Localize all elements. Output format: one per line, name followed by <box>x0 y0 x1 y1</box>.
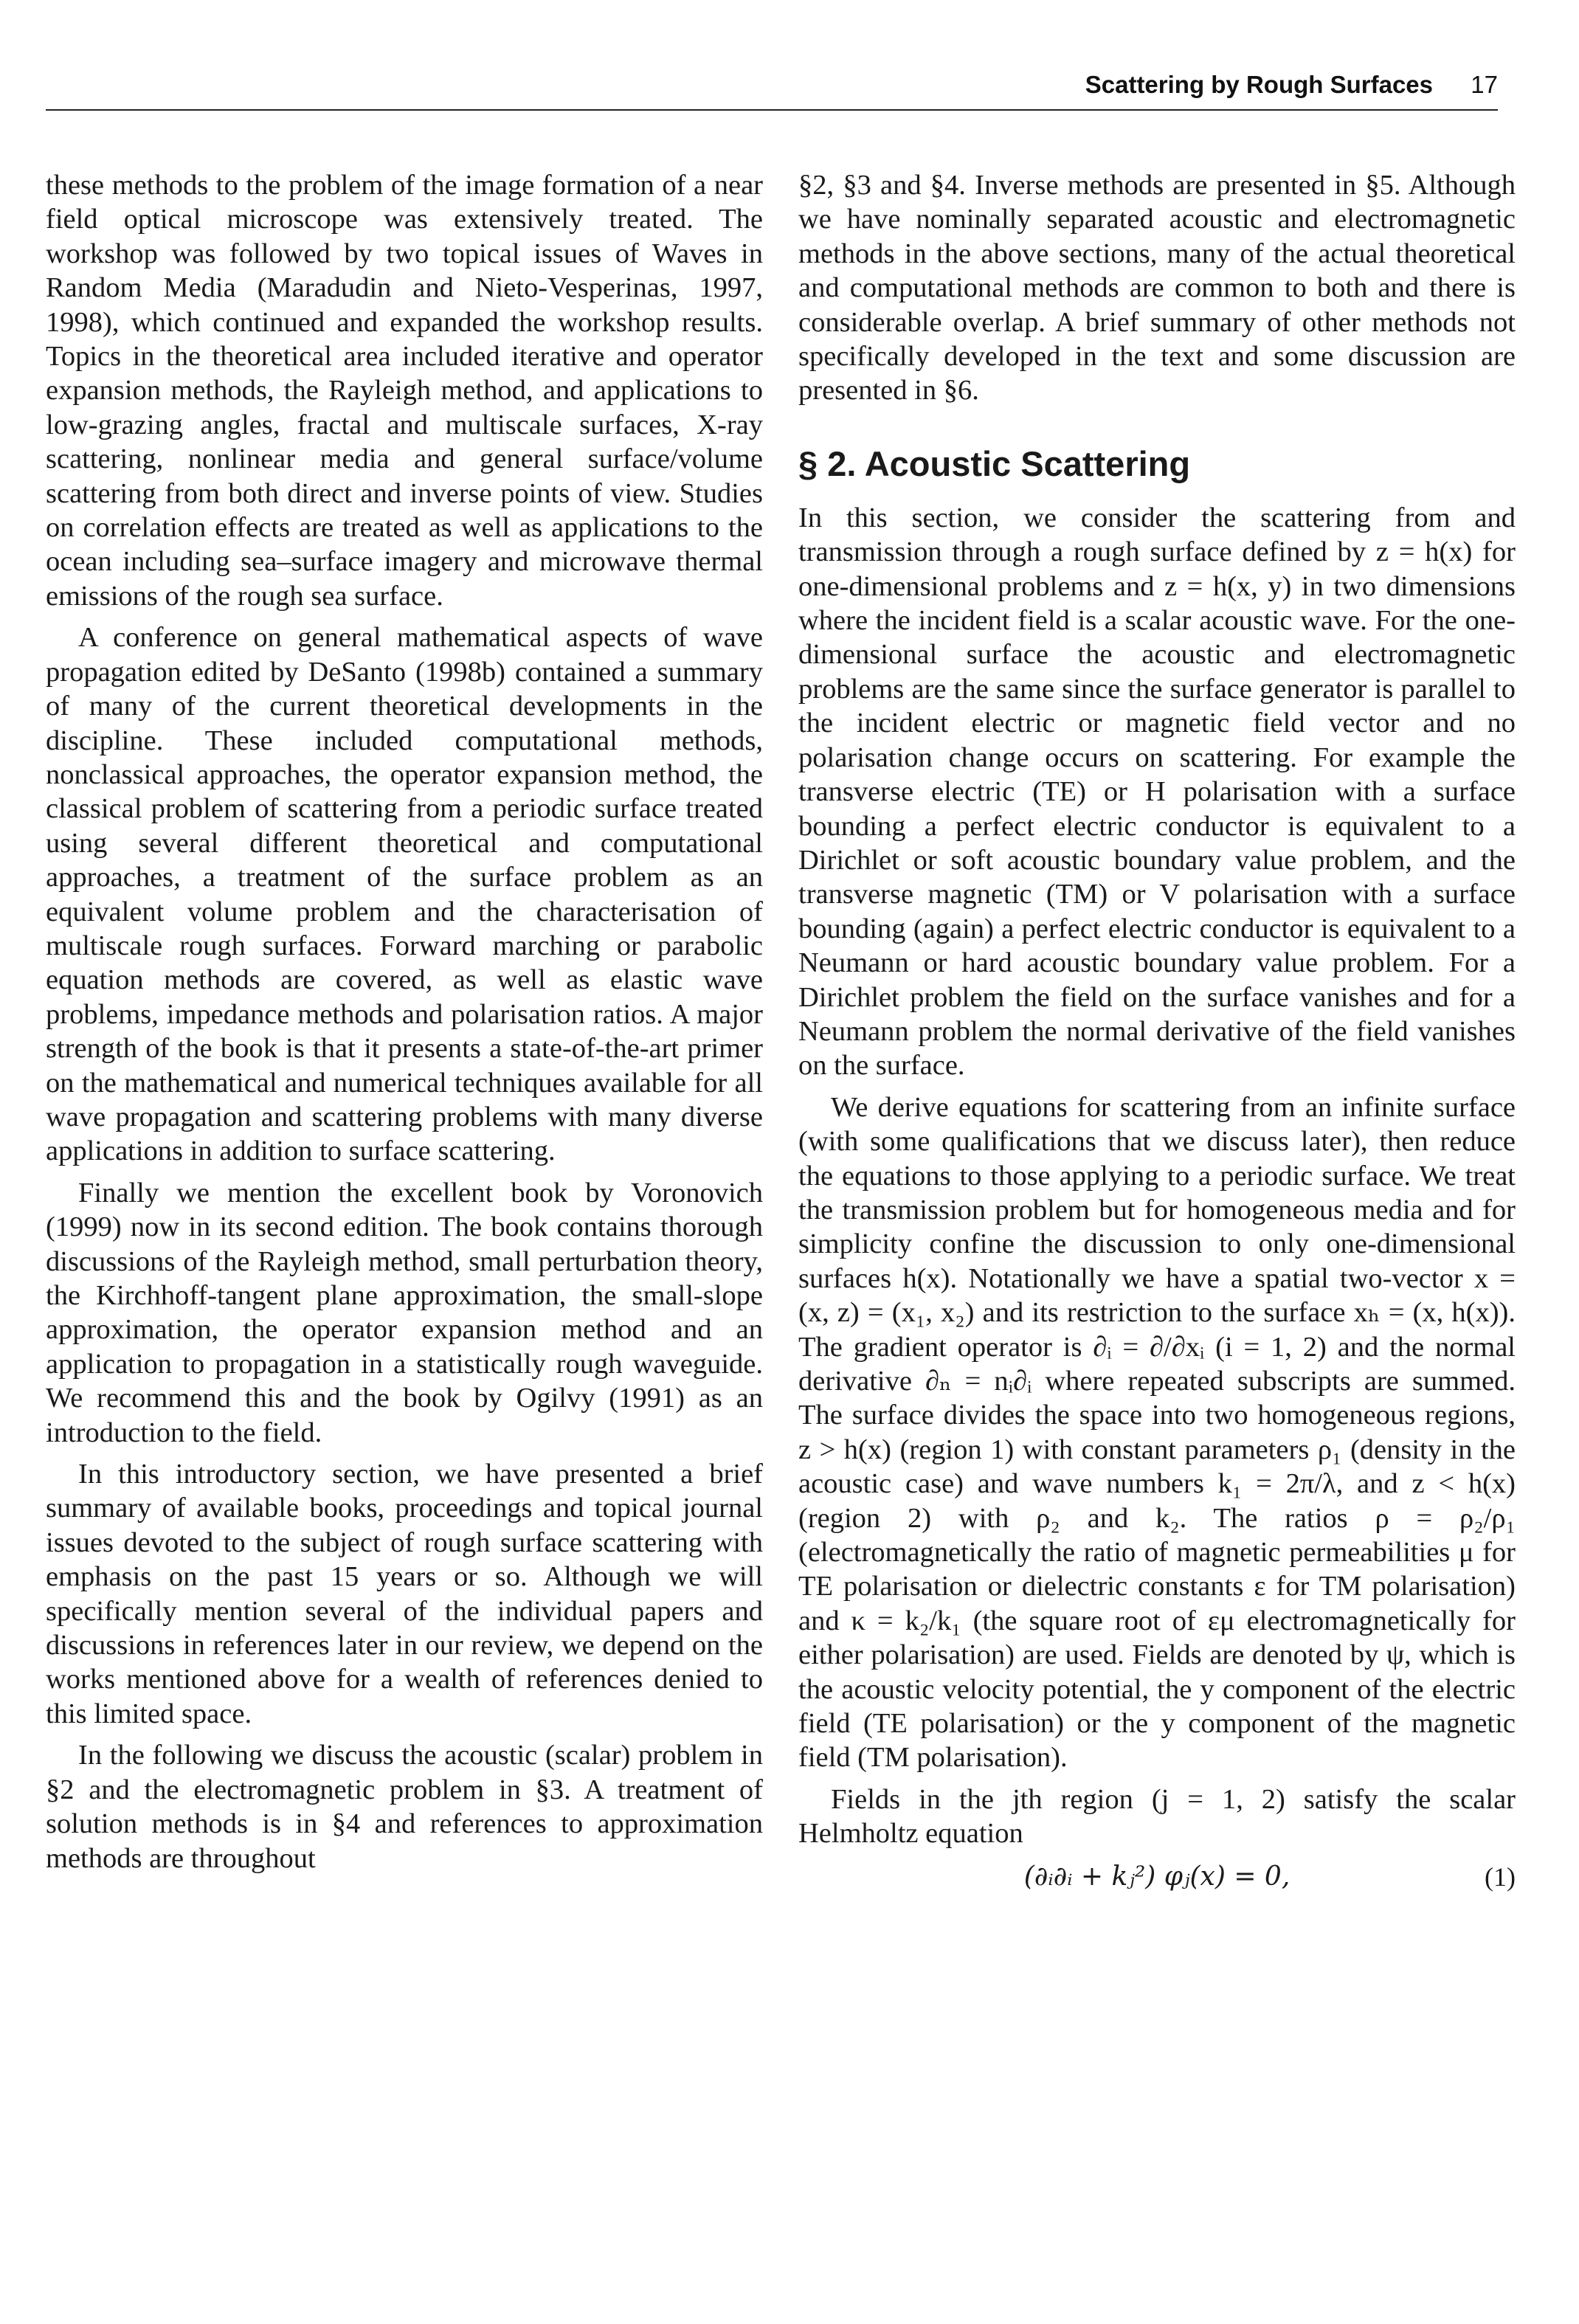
header-rule <box>46 109 1498 111</box>
left-paragraph-3: Finally we mention the excellent book by Voronovich (1999) now in its second edition. The book contains thorough discussions of the Rayleigh method, small perturbation theory, the Kirchhoff-tangent plane approximation, the small-slope approximation, the operator expansion method and an application to propagation in a statistically rough waveguide. We recommend this and the book by Ogilvy (1991) as an introduction to the field. <box>46 1177 763 1448</box>
section-heading: § 2. Acoustic Scattering <box>798 443 1191 483</box>
right-paragraph-1: In this section, we consider the scattering from and transmission through a rough surface defined by z = h(x) for one-dimensional problems and z = h(x, y) in two dimensions where the incident field is a scalar acoustic wave. For the one-dimensional surface the acoustic and electromagnetic problems are the same since the surface generator is parallel to the incident electric or magnetic field vector and no polarisation change occurs on scattering. For example the transverse electric (TE) or H polarisation with a surface bounding a perfect electric conductor is equivalent to a Dirichlet or soft acoustic boundary value problem, and the transverse magnetic (TM) or V polarisation with a surface bounding (again) a perfect electric conductor is equivalent to a Neumann or hard acoustic boundary value problem. For a Dirichlet problem the field on the surface vanishes and for a Neumann problem the normal derivative of the field vanishes on the surface. <box>798 502 1516 1082</box>
equation-number: (1) <box>1485 1861 1516 1892</box>
left-paragraph-2: A conference on general mathematical aspects of wave propagation edited by DeSanto (1998b) contained a summary of many of the current theoretical developments in the discipline. These included computational methods, nonclassical approaches, the operator expansion method, the classical problem of scattering from a periodic surface treated using several different theoretical and computational approaches, a treatment of the surface problem as an equivalent volume problem and the characterisation of multiscale rough surfaces. Forward marching or parabolic equation methods are covered, as well as elastic wave problems, impedance methods and polarisation ratios. A major strength of the book is that it presents a state-of-the-art primer on the mathematical and numerical techniques available for all wave propagation and scattering problems with many diverse applications in addition to surface scattering. <box>46 622 763 1167</box>
equation-expression: (∂ᵢ∂ᵢ + kⱼ²) φⱼ(x) = 0, <box>1023 1861 1291 1892</box>
right-paragraph-3: Fields in the jth region (j = 1, 2) satisfy the scalar Helmholtz equation <box>798 1783 1516 1850</box>
left-paragraph-5: In the following we discuss the acoustic (scalar) problem in §2 and the electromagnetic problem in §3. A treatment of solution methods is in §4 and references to approximation methods are throughout <box>46 1740 763 1874</box>
left-paragraph-1: these methods to the problem of the image formation of a near field optical microscope was extensively treated. The workshop was followed by two topical issues of Waves in Random Media (Maradudin and Nieto-Vesperinas, 1997, 1998), which continued and expanded the workshop results. Topics in the theoretical area included iterative and operator expansion methods, the Rayleigh method, and applications to low-grazing angles, fractal and multiscale surfaces, X-ray scattering, nonlinear media and general surface/volume scattering from both direct and inverse points of view. Studies on correlation effects are treated as well as applications to the ocean including sea–surface imagery and microwave thermal emissions of the rough sea surface. <box>46 170 763 612</box>
running-title: Scattering by Rough Surfaces <box>1085 71 1433 98</box>
page-header <box>46 71 1498 100</box>
left-column <box>46 168 763 1875</box>
right-column <box>798 168 1516 1904</box>
equation-1 <box>798 1856 1516 1904</box>
page-number: 17 <box>1471 71 1498 98</box>
right-intro-paragraph: §2, §3 and §4. Inverse methods are presented in §5. Although we have nominally separated acoustic and electromagnetic methods in the above sections, many of the actual theoretical and computational methods are common to both and there is considerable overlap. A brief summary of other methods not specifically developed in the text and some discussion are presented in §6. <box>798 170 1516 407</box>
left-paragraph-4: In this introductory section, we have presented a brief summary of available books, proceedings and topical journal issues devoted to the subject of rough surface scattering with emphasis on the past 15 years or so. Although we will specifically mention several of the individual papers and discussions in references later in our review, we depend on the works mentioned above for a wealth of references denied to this limited space. <box>46 1459 763 1729</box>
right-paragraph-2: We derive equations for scattering from an infinite surface (with some qualifications that we discuss later), then reduce the equations to those applying to a periodic surface. We treat the transmission problem but for homogeneous media and for simplicity confine the discussion to only one-dimensional surfaces h(x). Notationally we have a spatial two-vector x = (x, z) = (x₁, x₂) and its restriction to the surface xₕ = (x, h(x)). The gradient operator is ∂ᵢ = ∂/∂xᵢ (i = 1, 2) and the normal derivative ∂ₙ = nᵢ∂ᵢ where repeated subscripts are summed. The surface divides the space into two homogeneous regions, z > h(x) (region 1) with constant parameters ρ₁ (density in the acoustic case) and wave numbers k₁ = 2π/λ, and z < h(x) (region 2) with ρ₂ and k₂. The ratios ρ = ρ₂/ρ₁ (electromagnetically the ratio of magnetic permeabilities μ for TE polarisation or dielectric constants ε for TM polarisation) and κ = k₂/k₁ (the square root of εμ electromagnetically for either polarisation) are used. Fields are denoted by ψ, which is the acoustic velocity potential, the y component of the electric field (TE polarisation) or the y component of the magnetic field (TM polarisation). <box>798 1091 1516 1774</box>
